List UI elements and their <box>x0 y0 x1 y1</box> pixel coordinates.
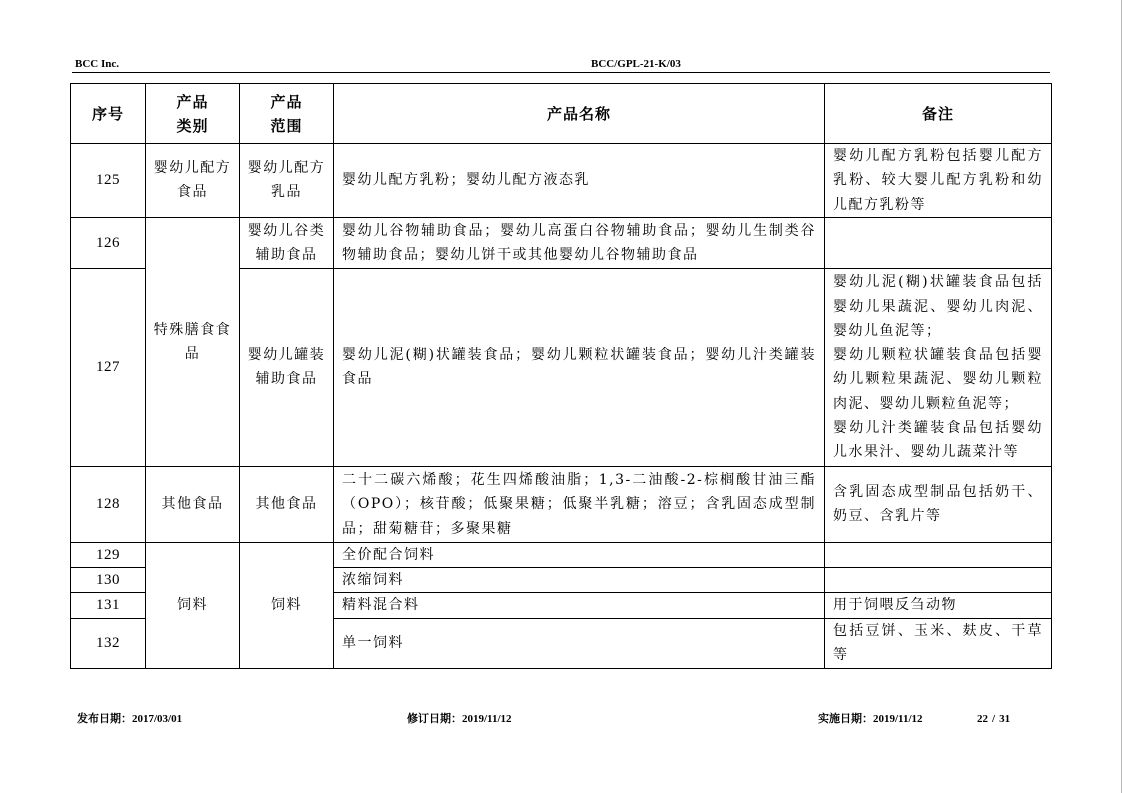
remark-paragraph: 包括豆饼、玉米、麸皮、干草等 <box>833 622 1043 664</box>
table-row <box>71 466 1052 542</box>
product-category: 饲料 <box>146 542 240 668</box>
col-header-scope-line: 范围 <box>270 116 303 135</box>
effective-date-label: 实施日期： <box>818 713 873 725</box>
remark-paragraph: 含乳固态成型制品包括奶干、奶豆、含乳片等 <box>833 484 1043 525</box>
product-table <box>70 83 1052 669</box>
remark-empty <box>825 568 1052 593</box>
publish-date-value: 2017/03/01 <box>132 713 183 725</box>
remark-empty <box>825 542 1052 567</box>
document-code: BCC/GPL-21-K/03 <box>591 58 681 70</box>
col-header-name: 产品名称 <box>334 84 825 144</box>
product-names: 浓缩饲料 <box>334 568 825 593</box>
publish-date <box>77 713 182 726</box>
product-scope: 婴幼儿谷类辅助食品 <box>240 217 334 268</box>
table-header-row <box>71 84 1052 144</box>
remark <box>825 593 1052 618</box>
product-names: 精料混合料 <box>334 593 825 618</box>
revision-date-value: 2019/11/12 <box>462 713 512 725</box>
row-number: 128 <box>71 466 146 542</box>
table-row <box>71 542 1052 567</box>
product-names: 婴幼儿泥(糊)状罐装食品；婴幼儿颗粒状罐装食品；婴幼儿汁类罐装食品 <box>334 268 825 466</box>
page-edge <box>1121 0 1122 793</box>
remark <box>825 466 1052 542</box>
col-header-scope-line: 产品 <box>270 92 303 111</box>
product-names: 婴幼儿配方乳粉；婴幼儿配方液态乳 <box>334 144 825 218</box>
row-number: 129 <box>71 542 146 567</box>
page-current: 22 <box>977 713 988 725</box>
product-names: 单一饲料 <box>334 618 825 668</box>
col-header-category <box>146 84 240 144</box>
remark-empty <box>825 217 1052 268</box>
row-number: 131 <box>71 593 146 618</box>
col-header-category-line: 产品 <box>176 92 209 111</box>
product-category: 其他食品 <box>146 466 240 542</box>
remark-paragraph: 用于饲喂反刍动物 <box>833 597 957 614</box>
col-header-scope <box>240 84 334 144</box>
effective-date-value: 2019/11/12 <box>873 713 923 725</box>
remark-paragraph: 婴幼儿泥(糊)状罐装食品包括婴幼儿果蔬泥、婴幼儿肉泥、婴幼儿鱼泥等； <box>833 274 1043 339</box>
product-category: 特殊膳食食品 <box>146 217 240 466</box>
product-scope: 其他食品 <box>240 466 334 542</box>
row-number: 130 <box>71 568 146 593</box>
product-scope: 婴幼儿罐装辅助食品 <box>240 268 334 466</box>
row-number: 132 <box>71 618 146 668</box>
product-names: 全价配合饲料 <box>334 542 825 567</box>
revision-date-label: 修订日期： <box>407 713 462 725</box>
company-name: BCC Inc. <box>75 58 120 70</box>
row-number: 127 <box>71 268 146 466</box>
page-separator: / <box>992 713 996 725</box>
row-number: 125 <box>71 144 146 218</box>
table-row <box>71 217 1052 268</box>
remark-paragraph: 婴幼儿汁类罐装食品包括婴幼儿水果汁、婴幼儿蔬菜汁等 <box>833 419 1043 461</box>
col-header-remark: 备注 <box>825 84 1052 144</box>
product-scope: 婴幼儿配方乳品 <box>240 144 334 218</box>
publish-date-label: 发布日期： <box>77 713 132 725</box>
remark <box>825 618 1052 668</box>
header-rule <box>72 72 1050 73</box>
effective-date <box>818 713 923 726</box>
remark-paragraph: 婴幼儿配方乳粉包括婴儿配方乳粉、较大婴儿配方乳粉和幼儿配方乳粉等 <box>833 148 1043 213</box>
product-scope: 饲料 <box>240 542 334 668</box>
page-number <box>977 713 1010 726</box>
row-number: 126 <box>71 217 146 268</box>
revision-date <box>407 713 512 726</box>
col-header-no: 序号 <box>71 84 146 144</box>
col-header-category-line: 类别 <box>176 116 209 135</box>
remark <box>825 144 1052 218</box>
product-category: 婴幼儿配方食品 <box>146 144 240 218</box>
product-names: 婴幼儿谷物辅助食品；婴幼儿高蛋白谷物辅助食品；婴幼儿生制类谷物辅助食品；婴幼儿饼干或其他婴幼儿谷物辅助食品 <box>334 217 825 268</box>
remark <box>825 268 1052 466</box>
product-names: 二十二碳六烯酸；花生四烯酸油脂；1,3-二油酸-2-棕榈酸甘油三酯（OPO）；核苷酸；低聚果糖；低聚半乳糖；溶豆；含乳固态成型制品；甜菊糖苷；多聚果糖 <box>334 466 825 542</box>
page-total: 31 <box>999 713 1011 725</box>
remark-paragraph: 婴幼儿颗粒状罐装食品包括婴幼儿颗粒果蔬泥、婴幼儿颗粒肉泥、婴幼儿颗粒鱼泥等； <box>833 347 1043 412</box>
table-row <box>71 144 1052 218</box>
